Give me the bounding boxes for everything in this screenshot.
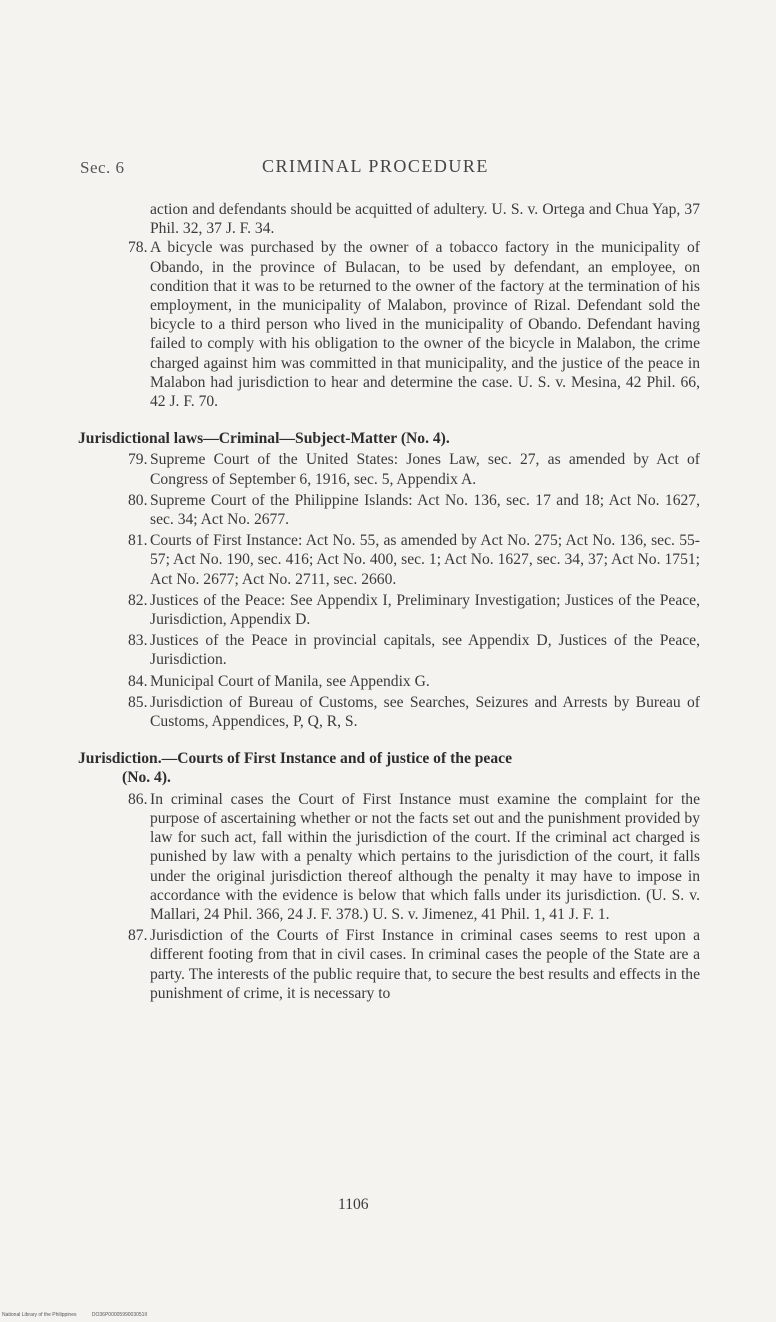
section-heading-jurisdictional-laws: Jurisdictional laws—Criminal—Subject-Matter (No. 4). (78, 430, 450, 448)
paragraph-text: A bicycle was purchased by the owner of a tobacco factory in the municipality of Obando, in the province of Bulacan, to be used by defendant, an employee, on condition that it was to be returned to the owner of the factory at the termination of his employment, in the municipality of Malabon, province of Rizal. Defendant sold the bicycle to a third person who lived in the municipality of Obando. Defendant having failed to comply with his obligation to the owner of the bicycle in Malabon, the crime charged against him was committed in that municipality, and the justice of the peace in Malabon had jurisdiction to hear and determine the case. U. S. v. Mesina, 42 Phil. 66, 42 J. F. 70. (150, 239, 700, 411)
paragraph-text: Jurisdiction of the Courts of First Instance in criminal cases seems to rest upon a different footing from that in civil cases. In criminal cases the people of the State are a party. The interests of the public require that, to secure the best results and effects in the punishment of crime, it is necessary to (150, 927, 700, 1002)
numbered-paragraph-87 (78, 926, 700, 1003)
paragraph-text: Courts of First Instance: Act No. 55, as amended by Act No. 275; Act No. 136, sec. 55-57; Act No. 190, sec. 416; Act No. 400, sec. 1; Act No. 1627, sec. 34, 37; Act No. 1751; Act No. 2677; Act No. 2711, sec. 2660. (150, 532, 700, 588)
paragraph-number: 83. (128, 632, 148, 650)
paragraph-number: 87. (128, 927, 148, 945)
paragraph-text: Justices of the Peace in provincial capitals, see Appendix D, Justices of the Peace, Jurisdiction. (150, 632, 700, 669)
numbered-paragraph-82 (78, 591, 700, 629)
paragraph-text: Jurisdiction of Bureau of Customs, see Searches, Seizures and Arrests by Bureau of Customs, Appendices, P, Q, R, S. (150, 693, 700, 731)
numbered-paragraph-78 (78, 238, 700, 411)
paragraph-number: 81. (128, 532, 148, 550)
section-label: Sec. 6 (80, 158, 125, 177)
paragraph-number: 85. (128, 693, 148, 711)
document-code: DO36P0000599003051II (91, 1312, 148, 1318)
numbered-paragraph-81 (78, 531, 700, 589)
continuation-paragraph: action and defendants should be acquitted of adultery. U. S. v. Ortega and Chua Yap, 37 Phil. 32, 37 J. F. 34. (150, 201, 700, 238)
paragraph-number: 84. (128, 672, 148, 690)
numbered-paragraph-83 (78, 631, 700, 669)
paragraph-text: Justices of the Peace: See Appendix I, Preliminary Investigation; Justices of the Peace, Jurisdiction, Appendix D. (150, 591, 700, 629)
running-title: CRIMINAL PROCEDURE (262, 156, 489, 176)
footer-stamp (2, 1312, 161, 1318)
library-name: National Library of the Philippines (2, 1312, 77, 1318)
numbered-paragraph-80 (78, 491, 700, 529)
numbered-paragraph-84 (78, 672, 700, 691)
paragraph-text: Supreme Court of the Philippine Islands: Act No. 136, sec. 17 and 18; Act No. 1627, sec. 34; Act No. 2677. (150, 491, 700, 529)
numbered-paragraph-79 (78, 450, 700, 488)
paragraph-number: 79. (128, 451, 148, 469)
numbered-paragraph-85 (78, 693, 700, 731)
paragraph-text: In criminal cases the Court of First Instance must examine the complaint for the purpose of ascertaining whether or not the facts set out and the punishment provided by law for such act, fall within the jurisdiction of the court. If the criminal act charged is punished by law with a penalty which pertains to the jurisdiction of the court, it falls under the original jurisdiction thereof although the penalty it may have to impose in accordance with the evidence is below that which falls under its jurisdiction. (U. S. v. Mallari, 24 Phil. 366, 24 J. F. 378.) U. S. v. Jimenez, 41 Phil. 1, 41 J. F. 1. (150, 790, 700, 923)
paragraph-text: Municipal Court of Manila, see Appendix G. (150, 672, 430, 690)
page-number: 1106 (338, 1196, 369, 1213)
paragraph-number: 78. (128, 239, 148, 257)
heading-continuation: (No. 4). (122, 769, 171, 787)
numbered-paragraph-86 (78, 790, 700, 924)
body-text (78, 200, 700, 1005)
paragraph-number: 82. (128, 591, 148, 609)
section-heading-jurisdiction (78, 749, 700, 787)
paragraph-text: Supreme Court of the United States: Jones Law, sec. 27, as amended by Act of Congress of September 6, 1916, sec. 5, Appendix A. (150, 451, 700, 488)
heading-text: Jurisdiction.—Courts of First Instance and of justice of the peace (78, 750, 512, 768)
paragraph-number: 80. (128, 491, 148, 509)
paragraph-number: 86. (128, 790, 148, 808)
